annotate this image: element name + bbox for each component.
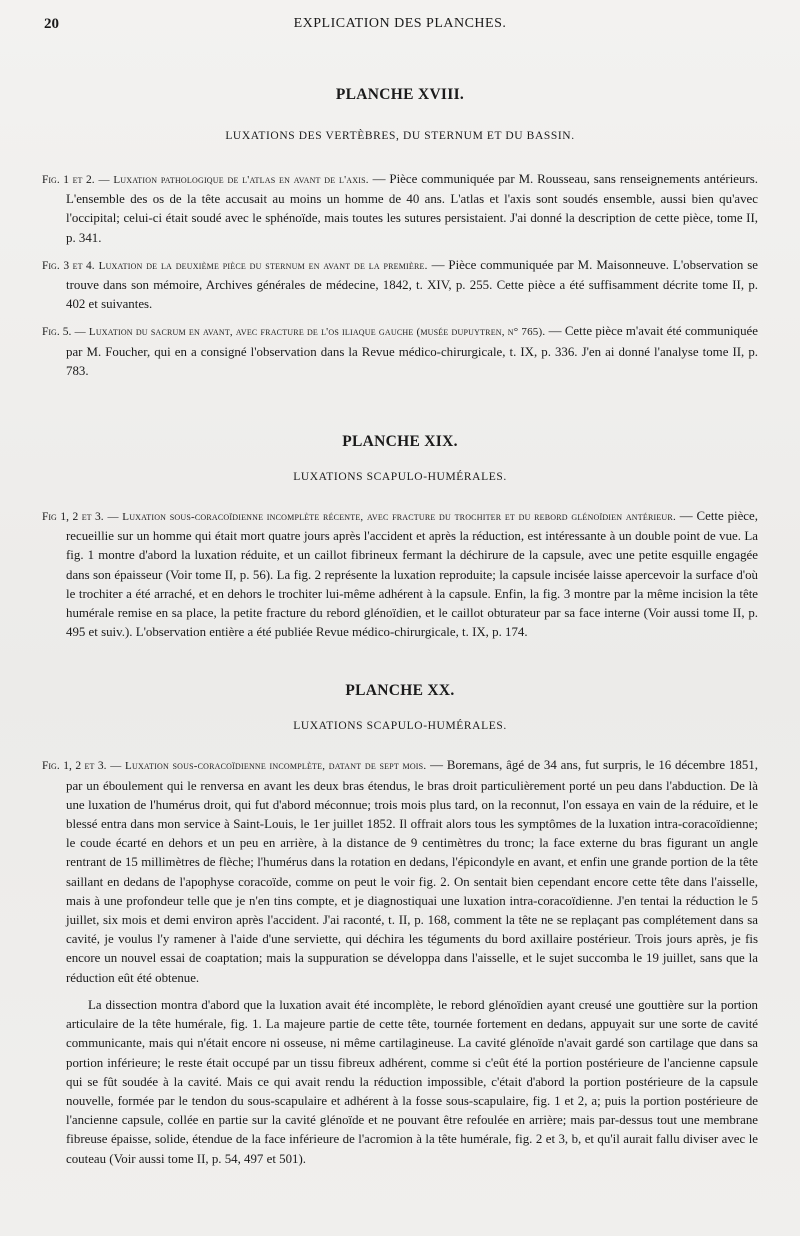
caption-text: — Boremans, âgé de 34 ans, fut surpris, le 16 décembre 1851, par un éboulement qui le renversa en avant les deux bras étendus, le bras droit particulièrement porté un peu dans l'abduction. De là une luxation de l'humérus droit, qui fut d'abord méconnue; trois mois plus tard, on la reconnut, l'on essaya en vain de la réduire, et le blessé entra dans mon service à Saint-Louis, le 1er juillet 1852. Il offrait alors tous les symptômes de la luxation intra-coracoïdienne; le coude écarté en dehors et un peu en arrière, à la distance de 9 centimètres du tronc; la face externe du bras figurant un angle rentrant de 15 millimètres de flèche; l'humérus dans la rotation en dedans, l'épicondyle en avant, et enfin une grande portion de la tête saillant en dedans de l'apophyse coracoïde, comme on peut le voir fig. 2. On sentait bien cependant encore cette tête dans l'aisselle, mais à une profondeur telle que je n'en tins compte, et je diagnostiquai une luxation intra-coracoïdienne. J'en tentai la réduction le 5 juillet, six mois et demi environ après l'accident. J'ai raconté, t. II, p. 168, comment la tête ne se replaçant pas complétement dans sa cavité, je voulus l'y ramener à l'aide d'une serviette, qui déchira les téguments du bord axillaire postérieur. Trois jours après, je fis encore un nouvel essai de coaptation; mais la suppuration se développa dans l'aisselle, et le sujet succomba le 19 juillet, sans que la réduction eût été obtenue.: [66, 758, 758, 985]
caption-text: — Pièce communiquée par M. Maisonneuve. L'observation se trouve dans son mémoire, Archives générales de médecine, 1842, t. XIV, p. 255. Cette pièce a été suffisamment décrite tome II, p. 402 et suivantes.: [66, 257, 758, 312]
plate-subtitle: LUXATIONS DES VERTÈBRES, DU STERNUM ET DU BASSIN.: [225, 130, 575, 142]
plate-xx: [42, 682, 758, 1168]
page-number: 20: [44, 16, 59, 32]
caption-heading: — Luxation du sacrum en avant, avec fracture de l'os iliaque gauche (musée dupuytren, n° 765).: [74, 326, 546, 339]
figure-caption: [42, 170, 758, 248]
figure-label: Fig. 1, 2 et 3.: [42, 760, 107, 773]
figure-label: Fig. 3 et 4.: [42, 259, 95, 272]
caption-text: — Pièce communiquée par M. Rousseau, sans renseignements antérieurs. L'ensemble des os de la tête accusait au moins un homme de 40 ans. L'atlas et l'axis sont soudés ensemble, aussi bien qu'avec l'occipital; celui-ci était soudé avec le sphénoïde, mais toutes les sutures persistaient. J'ai donné la description de cette pièce, tome II, p. 341.: [66, 172, 758, 245]
plate-xviii: [42, 86, 758, 381]
body-paragraph: La dissection montra d'abord que la luxation avait été incomplète, le rebord glénoïdien ayant creusé une gouttière sur la portion articulaire de la tête humérale, fig. 1. La majeure partie de cette tête, tournée fortement en dedans, appuyait sur une sorte de cavité communicante, mais qui n'était encore ni osseuse, ni même cartilagineuse. La cavité glénoïde n'avait gardé son cartilage que dans sa portion inférieure; le reste était occupé par un tissu fibreux adhérent, comme si c'eût été la portion postérieure de l'ancienne capsule qui se fût soudée à la cavité. Mais ce qui avait rendu la réduction impossible, c'était d'abord la portion postérieure de la capsule nouvelle, formée par le tendon du sous-scapulaire et adhérent à la fosse sous-scapulaire, fig. 1 et 2, a; puis la portion postérieure de l'ancienne capsule, collée en partie sur la cavité glénoïde et ne pouvant être refoulée en arrière; mais par-dessus tout une membrane fibreuse épaisse, solide, étendue de la face inférieure de l'acromion à la tête humérale, fig. 2 et 3, b, et qu'il aurait fallu diviser avec le couteau (Voir aussi tome II, p. 54, 497 et 501).: [66, 997, 758, 1166]
plate-title: PLANCHE XX.: [345, 682, 455, 700]
plate-title: PLANCHE XIX.: [342, 433, 458, 451]
figure-caption: [42, 756, 758, 987]
caption-heading: — Luxation pathologique de l'atlas en avant de l'axis.: [98, 174, 369, 186]
caption-heading: Luxation de la deuxième pièce du sternum en avant de la première.: [98, 259, 428, 272]
plate-subtitle: LUXATIONS SCAPULO-HUMÉRALES.: [293, 720, 507, 733]
running-head: [42, 12, 758, 38]
figure-caption: [42, 322, 758, 381]
figure-label: Fig 1, 2 et 3.: [42, 511, 104, 524]
caption-heading: — Luxation sous-coracoïdienne incomplète, datant de sept mois.: [110, 760, 427, 773]
caption-heading: — Luxation sous-coracoïdienne incomplète récente, avec fracture du trochiter et du rebord glénoïdien antérieur.: [107, 511, 676, 524]
figure-label: Fig. 1 et 2.: [42, 174, 95, 186]
caption-text: — Cette pièce m'avait été communiquée par M. Foucher, qui en a consigné l'observation dans la Revue médico-chirurgicale, t. IX, p. 336. J'en ai donné l'analyse tome II, p. 783.: [66, 324, 758, 378]
running-title: EXPLICATION DES PLANCHES.: [293, 16, 507, 31]
figure-caption: [42, 507, 758, 642]
figure-caption: [42, 256, 758, 315]
plate-subtitle: LUXATIONS SCAPULO-HUMÉRALES.: [293, 471, 507, 484]
caption-text: — Cette pièce, recueillie sur un homme qui était mort quatre jours après l'accident et après la réduction, est intéressante à un double point de vue. La fig. 1 montre d'abord la luxation réduite, et un caillot fibrineux fermant la déchirure de la capsule, avec une petite esquille engagée dans son épaisseur (Voir tome II, p. 56). La fig. 2 représente la luxation reproduite; la capsule incisée laisse apercevoir la surface d'où le trochiter a été arraché, et en dehors le trochiter lui-même adhérent à la capsule. Enfin, la fig. 3 montre par la même incision la tête humérale remise en sa place, la petite fracture du rebord glénoïdien, et le caillot obturateur par sa face interne (Voir aussi tome II, p. 495 et suiv.). L'observation entière a été publiée Revue médico-chirurgicale, t. IX, p. 174.: [66, 509, 758, 640]
plate-title: PLANCHE XVIII.: [335, 86, 465, 103]
plate-xix: [42, 433, 758, 642]
figure-label: Fig. 5.: [42, 326, 72, 339]
